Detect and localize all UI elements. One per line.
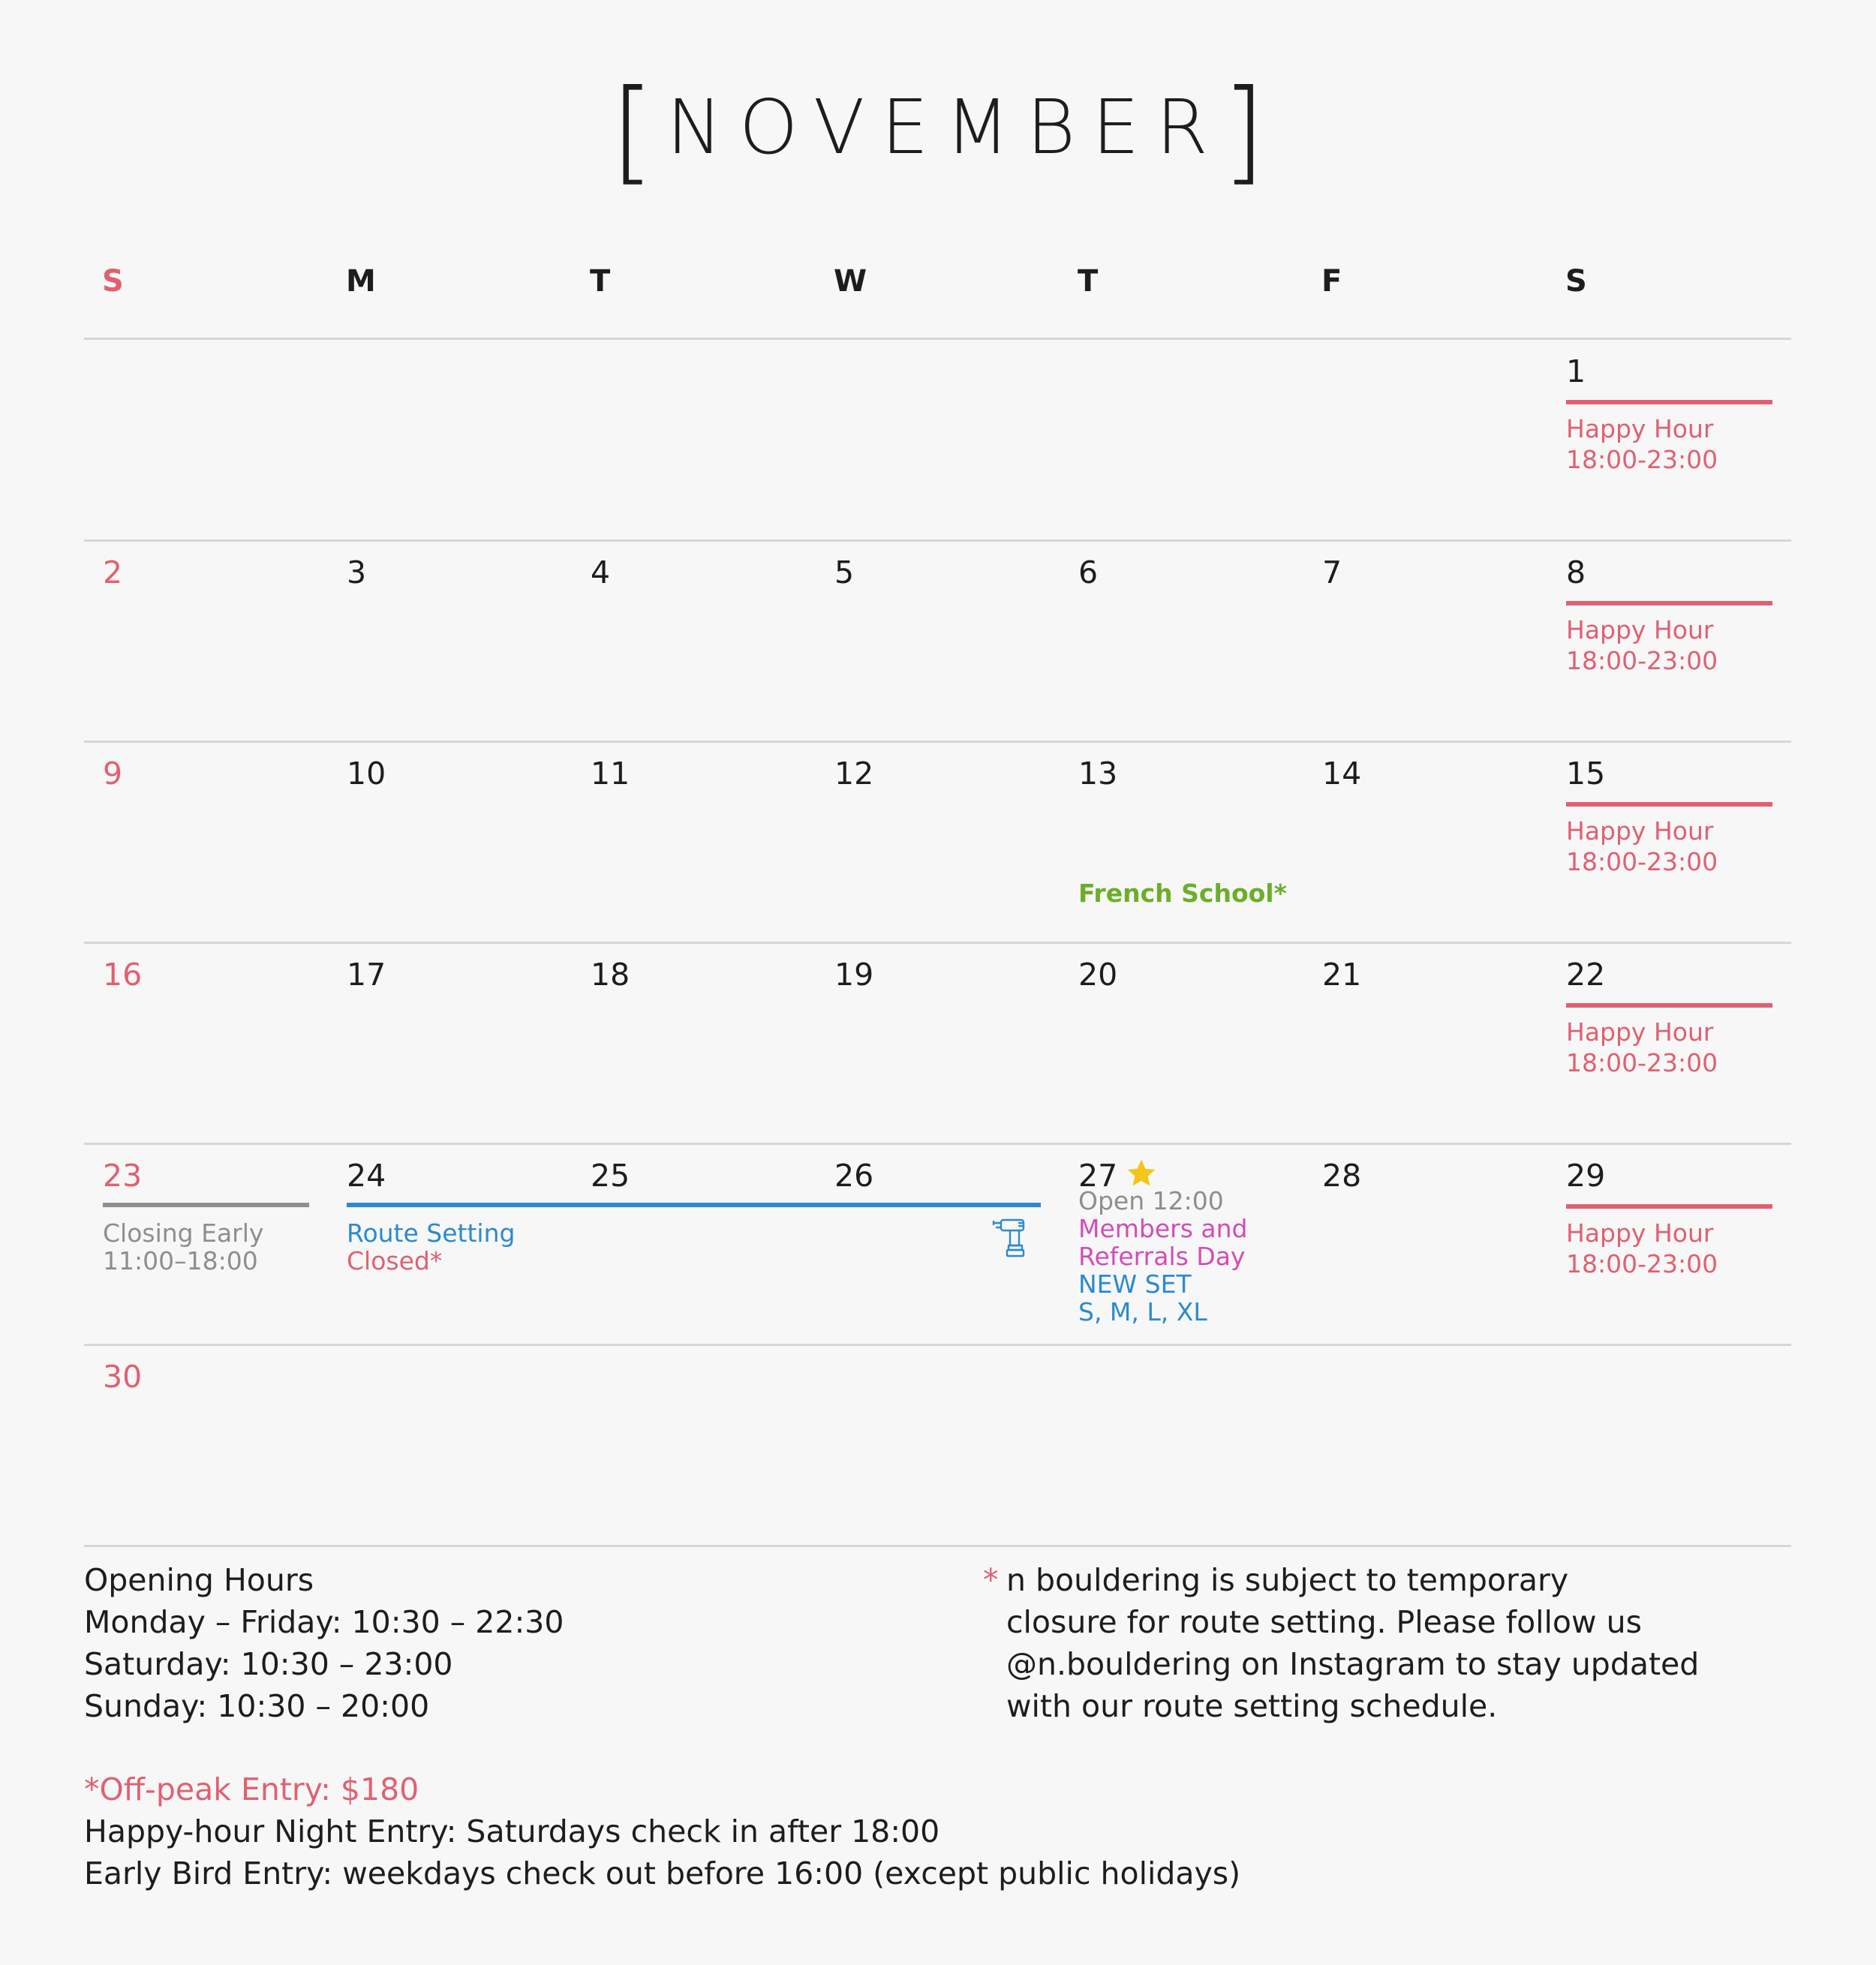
happy-hour-time: 18:00-23:00 xyxy=(1566,445,1718,474)
day-number: 27 xyxy=(1078,1158,1118,1194)
day-number: 30 xyxy=(103,1359,143,1395)
entry-info xyxy=(84,1768,1240,1894)
happy-hour-bar xyxy=(1566,802,1772,807)
route-setting-bar xyxy=(347,1203,1041,1207)
members-day-line-1: Members and xyxy=(1078,1214,1248,1243)
day-number: 26 xyxy=(834,1158,874,1194)
day-number: 8 xyxy=(1566,554,1586,590)
day-number: 12 xyxy=(834,756,874,792)
happy-hour-label: Happy Hour xyxy=(1566,414,1714,443)
closed-label: Closed* xyxy=(347,1246,443,1275)
day-number: 1 xyxy=(1566,353,1586,389)
day-number: 16 xyxy=(103,957,143,993)
early-bird-entry: Early Bird Entry: weekdays check out before 16:00 (except public holidays) xyxy=(84,1855,1241,1891)
happy-hour-time: 18:00-23:00 xyxy=(1566,1249,1718,1278)
day-number: 11 xyxy=(591,756,630,792)
members-day-line-2: Referrals Day xyxy=(1078,1242,1246,1271)
open-time-label: Open 12:00 xyxy=(1078,1186,1224,1215)
day-number: 4 xyxy=(591,554,611,590)
happy-hour-label: Happy Hour xyxy=(1566,615,1714,644)
day-number: 17 xyxy=(347,957,386,993)
route-setting-label: Route Setting xyxy=(347,1218,516,1248)
happy-hour-entry: Happy-hour Night Entry: Saturdays check in after 18:00 xyxy=(84,1813,940,1849)
happy-hour-time: 18:00-23:00 xyxy=(1566,646,1718,675)
week-divider xyxy=(84,1143,1791,1145)
happy-hour-bar xyxy=(1566,601,1772,605)
weekday-wed: W xyxy=(834,264,867,299)
day-number: 14 xyxy=(1322,756,1362,792)
weekday-hours: Monday – Friday: 10:30 – 22:30 xyxy=(84,1604,564,1640)
week-divider xyxy=(84,1344,1791,1346)
day-number: 15 xyxy=(1566,756,1606,792)
weekday-sun: S xyxy=(102,264,124,299)
day-number: 23 xyxy=(103,1158,143,1194)
day-number: 7 xyxy=(1322,554,1342,590)
day-number: 21 xyxy=(1322,957,1362,993)
happy-hour-time: 18:00-23:00 xyxy=(1566,847,1718,876)
day-number: 6 xyxy=(1078,554,1099,590)
sunday-hours: Sunday: 10:30 – 20:00 xyxy=(84,1688,430,1724)
happy-hour-time: 18:00-23:00 xyxy=(1566,1048,1718,1077)
happy-hour-bar xyxy=(1566,400,1772,404)
day-number: 2 xyxy=(103,554,123,590)
happy-hour-event xyxy=(1566,614,1718,676)
day-number: 18 xyxy=(591,957,630,993)
thanksgiving-events xyxy=(1078,1187,1248,1326)
week-divider xyxy=(84,942,1791,944)
note-line: with our route setting schedule. xyxy=(1006,1688,1498,1724)
opening-hours xyxy=(84,1559,564,1727)
route-setting-event xyxy=(347,1219,515,1275)
closing-early-label: Closing Early xyxy=(103,1218,264,1248)
day-number: 25 xyxy=(591,1158,630,1194)
weekday-tue: T xyxy=(590,264,611,299)
day-number: 28 xyxy=(1322,1158,1362,1194)
closing-early-event xyxy=(103,1219,263,1275)
happy-hour-label: Happy Hour xyxy=(1566,816,1714,846)
note-line: closure for route setting. Please follow us xyxy=(1006,1604,1642,1640)
saturday-hours: Saturday: 10:30 – 23:00 xyxy=(84,1646,453,1682)
happy-hour-label: Happy Hour xyxy=(1566,1017,1714,1047)
left-bracket: [ xyxy=(610,66,655,197)
day-number: 10 xyxy=(347,756,386,792)
new-set-label: NEW SET xyxy=(1078,1269,1192,1299)
month-name: NOVEMBER xyxy=(666,83,1225,171)
day-number: 5 xyxy=(834,554,855,590)
note-line: n bouldering is subject to temporary xyxy=(1006,1562,1569,1598)
month-title xyxy=(0,66,1876,197)
happy-hour-bar xyxy=(1566,1204,1772,1209)
day-number: 20 xyxy=(1078,957,1118,993)
happy-hour-bar xyxy=(1566,1003,1772,1008)
day-number: 29 xyxy=(1566,1158,1606,1194)
weekday-mon: M xyxy=(346,264,376,299)
day-number: 13 xyxy=(1078,756,1118,792)
week-divider xyxy=(84,1545,1791,1547)
day-number: 19 xyxy=(834,957,874,993)
opening-hours-title: Opening Hours xyxy=(84,1562,314,1598)
week-divider xyxy=(84,338,1791,340)
closing-early-time: 11:00–18:00 xyxy=(103,1246,258,1275)
note-asterisk: * xyxy=(983,1562,999,1598)
happy-hour-event xyxy=(1566,816,1718,877)
star-icon xyxy=(1126,1158,1157,1189)
week-divider xyxy=(84,741,1791,743)
weekday-thu: T xyxy=(1078,264,1099,299)
day-number: 22 xyxy=(1566,957,1606,993)
french-school-event: French School* xyxy=(1078,879,1287,908)
happy-hour-event xyxy=(1566,413,1718,475)
day-number: 3 xyxy=(347,554,367,590)
new-set-sizes: S, M, L, XL xyxy=(1078,1297,1207,1327)
happy-hour-event xyxy=(1566,1218,1718,1279)
closing-early-bar xyxy=(103,1203,309,1207)
route-setting-note xyxy=(1006,1559,1699,1727)
offpeak-price: *Off-peak Entry: $180 xyxy=(84,1771,419,1807)
day-number: 24 xyxy=(347,1158,386,1194)
day-number: 9 xyxy=(103,756,123,792)
weekday-fri: F xyxy=(1321,264,1342,299)
happy-hour-event xyxy=(1566,1017,1718,1078)
note-line: @n.bouldering on Instagram to stay updated xyxy=(1006,1646,1700,1682)
happy-hour-label: Happy Hour xyxy=(1566,1218,1714,1248)
week-divider xyxy=(84,539,1791,542)
drill-icon xyxy=(989,1215,1036,1262)
right-bracket: ] xyxy=(1221,66,1266,197)
weekday-sat: S xyxy=(1565,264,1587,299)
